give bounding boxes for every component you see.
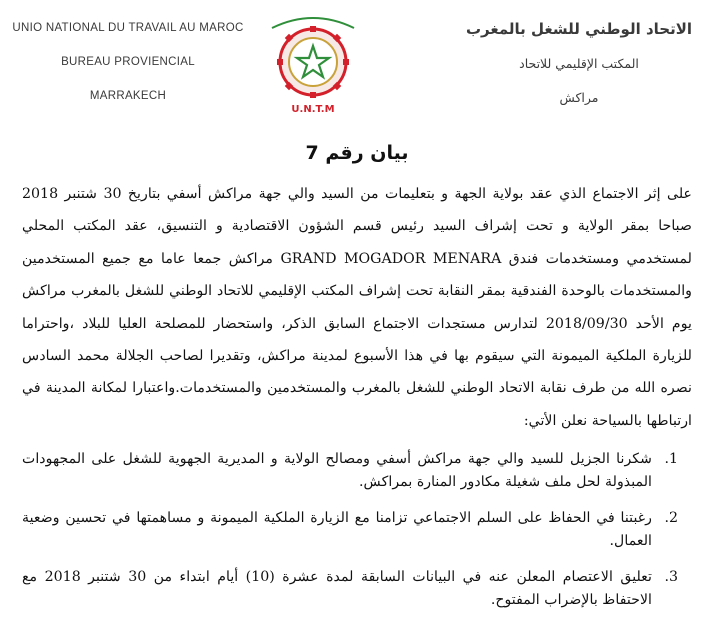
- statement-items: [22, 448, 692, 625]
- header-left: [8, 22, 248, 124]
- list-item-number: 2.: [664, 510, 678, 526]
- list-item: [22, 507, 692, 553]
- list-item-number: 1.: [664, 451, 678, 467]
- list-item: [22, 566, 692, 612]
- city-fr: MARRAKECH: [89, 90, 167, 102]
- untm-logo: [258, 10, 368, 120]
- logo-acronym: U.N.T.M: [291, 104, 335, 115]
- statement-title: بيان رقم 7: [305, 142, 409, 164]
- list-item-text: رغبتنا في الحفاظ على السلم الاجتماعي تزامنا مع الزيارة الملكية الميمونة و مساهمتها في تحسين وضعية العمال.: [22, 510, 652, 549]
- header-right: [454, 20, 704, 105]
- org-name-ar: الاتحاد الوطني للشغل بالمغرب: [465, 20, 693, 38]
- city-ar: مراكش: [559, 90, 599, 105]
- bureau-ar: المكتب الإقليمي للاتحاد: [519, 56, 639, 71]
- list-item-number: 3.: [664, 569, 678, 585]
- org-name-fr: UNIO NATIONAL DU TRAVAIL AU MAROC: [12, 22, 244, 34]
- list-item-text: شكرنا الجزيل للسيد والي جهة مراكش أسفي ومصالح الولاية و المديرية الجهوية للشغل على المجهودات المبذولة لحل ملف شغيلة مكادور المنارة بمراكش.: [22, 451, 652, 490]
- statement-body: على إثر الاجتماع الذي عقد بولاية الجهة و بتعليمات من السيد والي جهة مراكش أسفي بتاريخ 30 شتنبر 2018 صباحا بمقر الولاية و تحت إشراف السيد رئيس قسم الشؤون الاقتصادية و التنسيق، عقد المكتب المحلي لمستخدمي ومستخدمات فندق GRAND MOGADOR MENARA مراكش جمعا عاما مع جميع المستخدمين والمستخدمات بالوحدة الفندقية بمقر النقابة تحت إشراف المكتب الإقليمي للاتحاد الوطني للشغل بالمغرب مراكش يوم الأحد 2018/09/30 لتدارس مستجدات الاجتماع السابق الذكر، واستحضار للمصلحة العليا للبلاد ،واحتراما للزيارة الملكية الميمونة التي سيقوم بها في هذا الأسبوع لمدينة مراكش، وتقديرا لصاحب الجلالة محمد السادس نصره الله من طرف نقابة الاتحاد الوطني للشغل بالمغرب والمستخدمين والمستخدمات.واعتبارا لمكانة المدينة في ارتباطها بالسياحة نعلن الأتي:: [22, 186, 693, 429]
- list-item-text: تعليق الاعتصام المعلن عنه في البيانات السابقة لمدة عشرة (10) أيام ابتداء من 30 شتنبر 2018 مع الاحتفاظ بالإضراب المفتوح.: [22, 569, 652, 608]
- list-item: [22, 448, 692, 494]
- bureau-fr: BUREAU PROVIENCIAL: [61, 56, 195, 68]
